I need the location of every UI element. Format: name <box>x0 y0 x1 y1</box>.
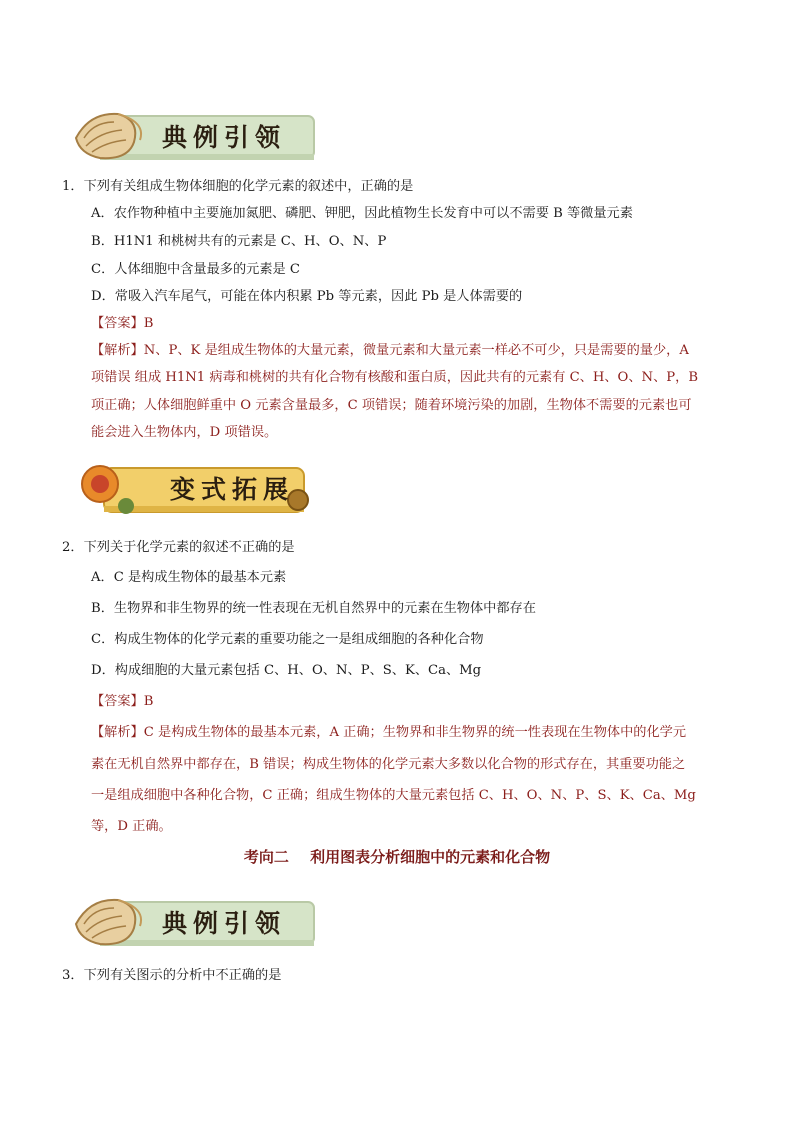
banner-title: 典例引领 <box>162 909 287 938</box>
question-1-analysis-line: 【解析】N、P、K 是组成生物体的大量元素，微量元素和大量元素一样必不可少，只是需要的量少，A <box>91 343 689 358</box>
question-1-option-a: A．农作物种植中主要施加氮肥、磷肥、钾肥，因此植物生长发育中可以不需要 B 等微量元素 <box>91 206 633 221</box>
question-1-analysis-line: 项正确；人体细胞鲜重中 O 元素含量最多，C 项错误；随着环境污染的加剧，生物体不需要的元素也可 <box>91 398 692 413</box>
question-2-answer: 【答案】B <box>91 694 154 709</box>
question-2-option-d: D．构成细胞的大量元素包括 C、H、O、N、P、S、K、Ca、Mg <box>91 663 482 678</box>
question-1-analysis-line: 项错误 组成 H1N1 病毒和桃树的共有化合物有核酸和蛋白质，因此共有的元素有 C、H、O、N、P，B <box>91 370 699 385</box>
example-banner <box>70 108 320 164</box>
question-1-analysis-line: 能会进入生物体内，D 项错误。 <box>91 425 278 440</box>
question-2-analysis-line: 素在无机自然界中都存在，B 错误；构成生物体的化学元素大多数以化合物的形式存在，其重要功能之 <box>91 757 686 772</box>
variant-banner <box>70 460 320 516</box>
question-1-option-b: B．H1N1 和桃树共有的元素是 C、H、O、N、P <box>91 234 387 249</box>
banner-title: 变式拓展 <box>170 475 295 504</box>
question-1-option-d: D．常吸入汽车尾气，可能在体内积累 Pb 等元素，因此 Pb 是人体需要的 <box>91 289 523 304</box>
question-2-option-a: A．C 是构成生物体的最基本元素 <box>91 570 287 585</box>
question-1-option-c: C．人体细胞中含量最多的元素是 C <box>91 262 300 277</box>
banner-title: 典例引领 <box>162 123 287 152</box>
section-heading <box>0 846 794 867</box>
section-label: 考向二 <box>243 848 289 866</box>
question-2-analysis-line: 【解析】C 是构成生物体的最基本元素，A 正确；生物界和非生物界的统一性表现在生物体中的化学元 <box>91 725 687 740</box>
question-2-option-b: B．生物界和非生物界的统一性表现在无机自然界中的元素在生物体中都存在 <box>91 601 536 616</box>
question-1-answer: 【答案】B <box>91 316 154 331</box>
question-2-option-c: C．构成生物体的化学元素的重要功能之一是组成细胞的各种化合物 <box>91 632 484 647</box>
section-title: 利用图表分析细胞中的元素和化合物 <box>310 848 551 866</box>
question-2-analysis-line: 等，D 正确。 <box>91 819 172 834</box>
example-banner <box>70 894 320 950</box>
question-2-stem: 2．下列关于化学元素的叙述不正确的是 <box>62 540 295 555</box>
question-2-analysis-line: 一是组成细胞中各种化合物，C 正确；组成生物体的大量元素包括 C、H、O、N、P、S、K、Ca、Mg <box>91 788 696 803</box>
question-3-stem: 3．下列有关图示的分析中不正确的是 <box>62 968 282 983</box>
question-1-stem: 1．下列有关组成生物体细胞的化学元素的叙述中，正确的是 <box>62 179 414 194</box>
